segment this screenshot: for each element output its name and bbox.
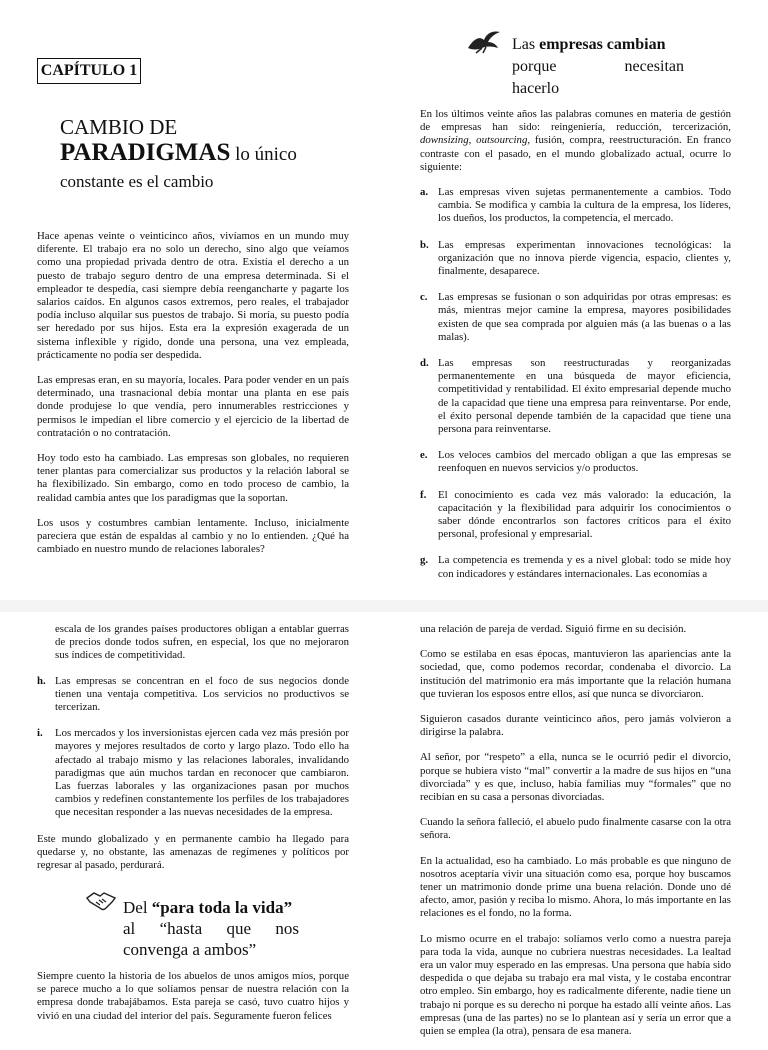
list-item: g. La competencia es tremenda y es a nivel global: todo se mide hoy con indicadores y estándares internacionales. Las economías a bbox=[420, 554, 731, 580]
left-column-bottom-end bbox=[37, 970, 349, 1035]
title-bold-word: PARADIGMAS bbox=[60, 139, 231, 166]
list-top bbox=[420, 186, 731, 581]
title-line-3: constante es el cambio bbox=[60, 172, 214, 191]
paragraph: Siempre cuento la historia de los abuelos de unos amigos míos, porque se parece mucho a lo que solíamos pensar de nuestra relación con la empresa donde trabajábamos. Esta pareja se casó, tuvo cuatro hijos y vivió en una ciudad del interior del país. Seguramente fueron felices bbox=[37, 970, 349, 1022]
left-column-top bbox=[37, 230, 349, 568]
continuation-paragraph: escala de los grandes países productores obligan a entablar guerras de precios donde todos sufren, en especial, los que no mejoraron sus índices de competitividad. bbox=[55, 623, 349, 662]
list-item: d. Las empresas son reestructuradas y reorganizadas permanentemente en una búsqueda de mayor eficiencia, competitividad y rentabilidad. El éxito empresarial depende mucho de la capacidad que tiene una empresa para reinventarse. Por ende, el éxito personal depende también de la capacidad que tiene una persona para reinventarse. bbox=[420, 357, 731, 436]
list-item: h. Las empresas se concentran en el foco de sus negocios donde tienen una ventaja competitiva. Los servicios no productivos se tercerizan. bbox=[37, 674, 349, 714]
handshake-icon bbox=[86, 890, 116, 912]
right-column-bottom bbox=[420, 623, 731, 1050]
heading-line-3: hacerlo bbox=[512, 80, 560, 97]
section-heading-bottom: Del “para toda la vida” al “hasta que nos convenga a ambos” bbox=[123, 898, 299, 959]
paragraph: Cuando la señora falleció, el abuelo pudo finalmente casarse con la otra señora. bbox=[420, 816, 731, 842]
heading-bold: “para toda la vida” bbox=[151, 898, 293, 917]
section-heading-top: Las empresas cambian porque necesitan hacerlo bbox=[512, 34, 684, 100]
list-item: e. Los veloces cambios del mercado obligan a que las empresas se reenfoquen en nuevos servicios y/o productos. bbox=[420, 449, 731, 475]
chapter-label: CAPÍTULO 1 bbox=[37, 58, 141, 84]
list-bottom bbox=[37, 675, 349, 820]
page-separator bbox=[0, 600, 768, 612]
left-column-bottom bbox=[37, 623, 349, 884]
paragraph: Este mundo globalizado y en permanente cambio ha llegado para quedarse y, no obstante, las amenazas de regímenes y políticos por regresar al pasado, perdurará. bbox=[37, 832, 349, 872]
intro-paragraph: En los últimos veinte años las palabras comunes en materia de gestión de empresas han sido: reingeniería, reducción, tercerización, downsizing, outsourcing, fusión, compra, reestructuración. En franco contraste con el pasado, en el mundo globalizado actual, ocurre lo siguiente: bbox=[420, 108, 731, 173]
bird-icon bbox=[466, 28, 504, 54]
right-column-top bbox=[420, 108, 731, 594]
paragraph: Como se estilaba en esas épocas, mantuvieron las apariencias ante la sociedad, que, como podemos recordar, condenaba el divorcio. La institución del matrimonio era más importante que la relación humana que tuvieran los esposos entre ellos, así que nunca se divorciaron. bbox=[420, 648, 731, 700]
paragraph: Los usos y costumbres cambian lentamente. Incluso, inicialmente pareciera que están de espaldas al cambio y no lo entienden. ¿Qué ha cambiado en nuestro mundo de relaciones laborales? bbox=[37, 516, 349, 556]
list-item: b. Las empresas experimentan innovaciones tecnológicas: la organización que no innova pierde vigencia, espacio, clientes y, finalmente, desaparece. bbox=[420, 238, 731, 278]
title-line-1: CAMBIO DE bbox=[60, 115, 178, 139]
heading-bold: empresas cambian bbox=[539, 36, 666, 53]
paragraph: En la actualidad, eso ha cambiado. Lo más probable es que ninguno de nosotros aceptaría vivir una situación como esa, porque hoy buscamos tener un matrimonio donde prime una buena relación. Donde uno dé afecto, amor, pasión y reciba lo mismo. Ahora, lo más importante en las relaciones es el fondo, no la forma. bbox=[420, 854, 731, 920]
title-line-2-rest: lo único bbox=[230, 144, 297, 165]
paragraph: Al señor, por “respeto” a ella, nunca se le ocurrió pedir el divorcio, porque se hubiera visto “mal” convertir a la madre de sus hijos en “una divorciada” y es que, incluso, había familias muy “formales” que no recibían en su casa a personas divorciadas. bbox=[420, 751, 731, 804]
paragraph: Hoy todo esto ha cambiado. Las empresas son globales, no requieren tener plantas para comercializar sus productos y la relación laboral se ha flexibilizado. Sin embargo, como en todo proceso de cambio, la realidad cambia antes que los paradigmas que la soportan. bbox=[37, 452, 349, 504]
list-item: i. Los mercados y los inversionistas ejercen cada vez más presión por mayores y mejores resultados de corto y largo plazo. Todo ello ha afectado al trabajo mismo y las relaciones laborales, invalidando paradigmas que aún muchos tardan en reconocer que cambiaron. Las fuerzas laborales y las organizaciones pasan por muchos cambios y redefinen constantemente los perfiles de los trabajadores que necesitan responder a las nuevas necesidades de la empresa. bbox=[37, 727, 349, 819]
list-item: c. Las empresas se fusionan o son adquiridas por otras empresas: es más, mientras mejor camine la empresa, mayores posibilidades existen de que sea comprada por alguien más (a las buenas o a las malas). bbox=[420, 291, 731, 343]
list-item: a. Las empresas viven sujetas permanentemente a cambios. Todo cambia. Se modifica y cambia la cultura de la empresa, los líderes, los dueños, los productos, la competencia, el mercado. bbox=[420, 186, 731, 225]
paragraph: una relación de pareja de verdad. Siguió firme en su decisión. bbox=[420, 623, 687, 635]
paragraph: Siguieron casados durante veinticinco años, pero jamás volvieron a dirigirse la palabra. bbox=[420, 713, 731, 739]
paragraph: Las empresas eran, en su mayoría, locales. Para poder vender en un país determinado, una trasnacional debía montar una planta en ese país donde produjese lo que vendía, pero innumerables restricciones y permisos le impedían el libre comercio y el ejercicio de la libertad de contratación o no contratación. bbox=[37, 374, 349, 439]
heading-line-2: al “hasta que nos bbox=[123, 919, 299, 938]
heading-line-2: porque necesitan bbox=[512, 58, 684, 75]
page-bottom bbox=[0, 612, 768, 1038]
paragraph: Hace apenas veinte o veinticinco años, vivíamos en un mundo muy diferente. El trabajo era no solo un derecho, sino algo que veíamos como una propiedad privada dentro de otra. Existía el derecho a un puesto de trabajo seguro dentro de una empresa determinada. Si el empleador te despedía, casi siempre debía reengancharte y pagarte los salarios caídos. En algunos casos extremos, pero reales, el trabajador podía incluso alquilar sus puestos de trabajo. Si moría, su puesto podía ser heredado por sus hijos. Esta era la expresión exagerada de un sistema inflexible y rígido, donde una persona, una vez empleada, prácticamente no podía ser despedida. bbox=[37, 230, 349, 361]
list-item: f. El conocimiento es cada vez más valorado: la educación, la capacitación y la flexibilidad para adquirir los conocimientos o saber dónde encontrarlos son factores críticos para el éxito personal, profesional y empresarial. bbox=[420, 488, 731, 541]
paragraph: Lo mismo ocurre en el trabajo: solíamos verlo como a nuestra pareja para toda la vida, aunque no cubriera nuestras necesidades. La lealtad era un valor muy esperado en las empresas. Una persona que había sido despedida o que dejaba su trabajo era mal vista, y le costaba encontrar otro empleo. Sin embargo, hoy es radicalmente diferente, nadie tiene un trabajo ni porque es su derecho ni porque ha estado allí veinte años. Las empresas (una de las partes) no se lo plantean así y sería un error que a quien se emplea (la otra), pensara de esa manera. bbox=[420, 932, 731, 1038]
chapter-title bbox=[60, 114, 340, 196]
heading-line-3: convenga a ambos” bbox=[123, 940, 257, 959]
